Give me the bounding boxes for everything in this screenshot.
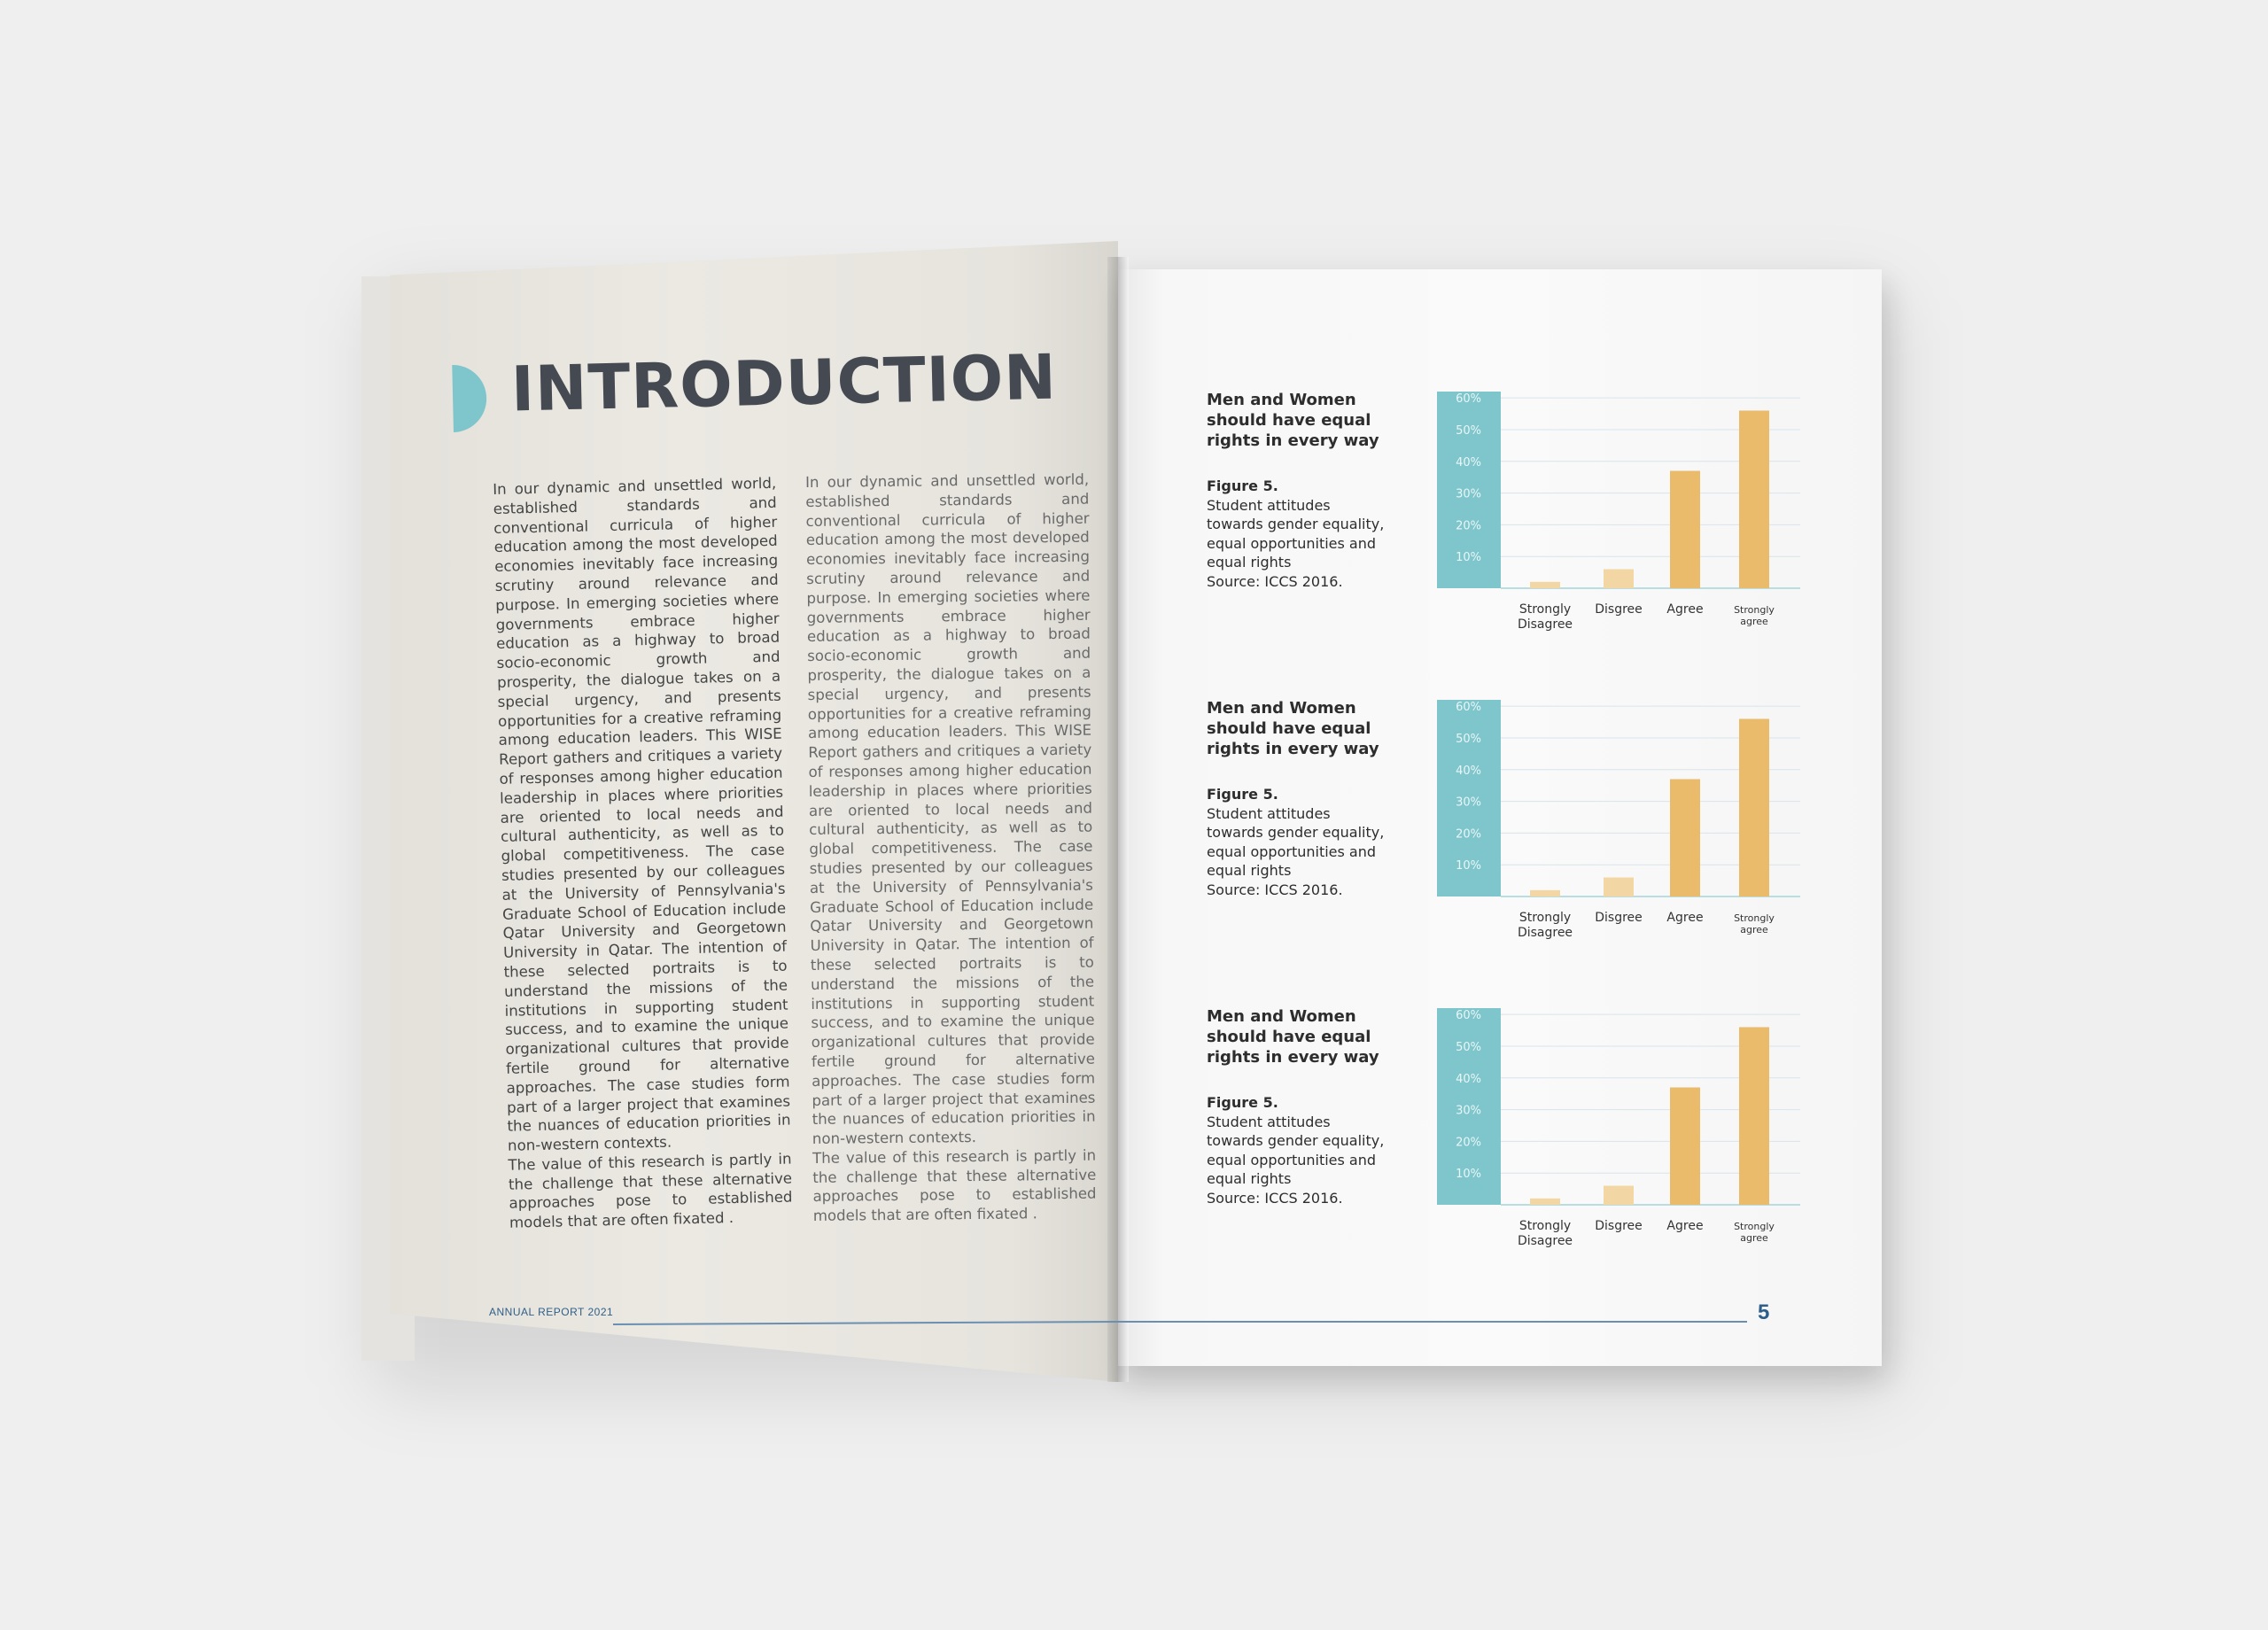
book-gutter xyxy=(1107,257,1129,1382)
figure-heading: Men and Women should have equal rights in every way xyxy=(1207,699,1379,758)
bar xyxy=(1739,718,1769,896)
column-1-paragraph-1: In our dynamic and unsettled world, established standards and conventional curricula of higher education among the most developed economies inevitably face increasing scrutiny around relevance and purpose. In emerging societies where governments embrace higher education as a highway to broad socio-economic growth and prosperity, the dialogue takes on a special urgency, and presents opportunities for a creative reframing among education leaders. This WISE Report gathers and critiques a variety of responses among higher education leadership in places where priorities are oriented to local needs and cultural authenticity, as well as to global competitiveness. The case studies presented by our colleagues at the University of Pennsylvania's Graduate School of Education include Qatar University and Georgetown University in Qatar. The intention of these selected portraits is to understand the missions of the institutions in supporting student success, and to examine the unique organizational cultures that provide fertile ground for alternative approaches. The case studies form part of a larger project that examines the nuances of education priorities in non-western contexts. xyxy=(493,474,791,1154)
y-tick-label: 60% xyxy=(1456,392,1481,407)
x-category-label: Strongly xyxy=(1734,912,1775,924)
caption-line: equal opportunities and xyxy=(1207,842,1377,860)
x-category-label: Strongly xyxy=(1518,911,1572,925)
figure-caption xyxy=(1207,477,1410,591)
bar xyxy=(1604,570,1634,588)
bar xyxy=(1604,878,1634,896)
y-tick-label: 50% xyxy=(1456,1040,1481,1054)
x-category-label: Disagree xyxy=(1517,926,1573,940)
bar-chart xyxy=(1437,383,1809,640)
figure-block-3 xyxy=(1207,1006,1809,1290)
figure-heading: Men and Women should have equal rights in every way xyxy=(1207,391,1379,450)
caption-line: Student attitudes xyxy=(1207,804,1331,822)
figure-label: Figure 5. xyxy=(1207,477,1278,494)
caption-line: towards gender equality, xyxy=(1207,824,1385,841)
y-tick-label: 50% xyxy=(1456,423,1481,438)
bar xyxy=(1530,582,1560,588)
caption-line: Student attitudes xyxy=(1207,1113,1331,1130)
x-category-label: Agree xyxy=(1666,602,1704,617)
figure-heading: Men and Women should have equal rights in every way xyxy=(1207,1007,1379,1067)
x-category-label: Disgree xyxy=(1595,602,1643,617)
text-column-2 xyxy=(805,470,1097,1226)
bar xyxy=(1530,1199,1560,1205)
text-column-1 xyxy=(493,474,793,1233)
y-tick-label: 10% xyxy=(1456,551,1481,565)
caption-line: equal rights xyxy=(1207,862,1292,879)
column-2-paragraph-2: The value of this research is partly in the challenge that these alternative approaches pose to established models that are often fixated . xyxy=(812,1146,1097,1225)
x-category-label: Strongly xyxy=(1518,1219,1572,1233)
y-tick-label: 10% xyxy=(1456,1168,1481,1182)
bar xyxy=(1670,780,1700,896)
x-category-label: Disgree xyxy=(1595,911,1643,925)
y-tick-label: 30% xyxy=(1456,796,1481,810)
x-category-label: Disagree xyxy=(1517,1234,1573,1248)
x-category-label: Disagree xyxy=(1517,617,1573,632)
bar-chart xyxy=(1437,999,1809,1256)
y-tick-label: 40% xyxy=(1456,764,1481,778)
caption-line: equal rights xyxy=(1207,1170,1292,1187)
y-tick-label: 50% xyxy=(1456,732,1481,746)
y-tick-label: 20% xyxy=(1456,827,1481,842)
bar xyxy=(1670,471,1700,588)
bar xyxy=(1670,1088,1700,1205)
bar xyxy=(1739,1027,1769,1205)
page-title: INTRODUCTION xyxy=(509,340,1058,426)
y-tick-label: 60% xyxy=(1456,1009,1481,1023)
caption-line: Student attitudes xyxy=(1207,496,1331,514)
caption-line: Source: ICCS 2016. xyxy=(1207,1189,1343,1207)
footer-report-label: ANNUAL REPORT 2021 xyxy=(489,1306,614,1318)
page-number: 5 xyxy=(1758,1300,1770,1324)
bar-chart xyxy=(1437,691,1809,948)
caption-line: equal rights xyxy=(1207,554,1292,570)
bar xyxy=(1604,1186,1634,1205)
x-category-label: Strongly xyxy=(1734,1221,1775,1232)
y-tick-label: 10% xyxy=(1456,859,1481,873)
figure-block-2 xyxy=(1207,698,1809,982)
caption-line: Source: ICCS 2016. xyxy=(1207,881,1343,898)
x-category-label: agree xyxy=(1740,1232,1768,1244)
figure-label: Figure 5. xyxy=(1207,1094,1278,1111)
caption-line: towards gender equality, xyxy=(1207,516,1385,532)
figure-block-1 xyxy=(1207,390,1809,673)
x-category-label: Strongly xyxy=(1734,604,1775,616)
y-tick-label: 40% xyxy=(1456,1072,1481,1086)
bar xyxy=(1739,410,1769,588)
bar xyxy=(1530,890,1560,896)
x-category-label: Strongly xyxy=(1518,602,1572,617)
y-tick-label: 20% xyxy=(1456,519,1481,533)
caption-line: equal opportunities and xyxy=(1207,534,1377,552)
column-2-paragraph-1: In our dynamic and unsettled world, established standards and conventional curricula of higher education among the most developed economies inevitably face increasing scrutiny around relevance and purpose. In emerging societies where governments embrace higher education as a highway to broad socio-economic growth and prosperity, the dialogue takes on a special urgency, and presents opportunities for a creative reframing among education leaders. This WISE Report gathers and critiques a variety of responses among higher education leadership in places where priorities are oriented to local needs and cultural authenticity, as well as to global competitiveness. The case studies presented by our colleagues at the University of Pennsylvania's Graduate School of Education include Qatar University and Georgetown University in Qatar. The intention of these selected portraits is to understand the missions of the institutions in supporting student success, and to examine the unique organizational cultures that provide fertile ground for alternative approaches. The case studies form part of a larger project that examines the nuances of education priorities in non-western contexts. xyxy=(805,470,1096,1148)
x-category-label: agree xyxy=(1740,616,1768,627)
footer-rule-right xyxy=(1118,1321,1747,1323)
x-category-label: Agree xyxy=(1666,911,1704,925)
figure-caption xyxy=(1207,785,1410,899)
figure-caption xyxy=(1207,1093,1410,1207)
column-1-paragraph-2: The value of this research is partly in the challenge that these alternative approaches pose to established models that are often fixated . xyxy=(508,1150,793,1232)
y-tick-label: 30% xyxy=(1456,1104,1481,1118)
x-category-label: Agree xyxy=(1666,1219,1704,1233)
x-category-label: agree xyxy=(1740,924,1768,935)
caption-line: Source: ICCS 2016. xyxy=(1207,572,1343,590)
x-category-label: Disgree xyxy=(1595,1219,1643,1233)
figure-label: Figure 5. xyxy=(1207,786,1278,803)
y-tick-label: 40% xyxy=(1456,455,1481,470)
y-tick-label: 30% xyxy=(1456,487,1481,501)
caption-line: equal opportunities and xyxy=(1207,1151,1377,1168)
caption-line: towards gender equality, xyxy=(1207,1132,1385,1149)
y-tick-label: 60% xyxy=(1456,701,1481,715)
y-tick-label: 20% xyxy=(1456,1136,1481,1150)
